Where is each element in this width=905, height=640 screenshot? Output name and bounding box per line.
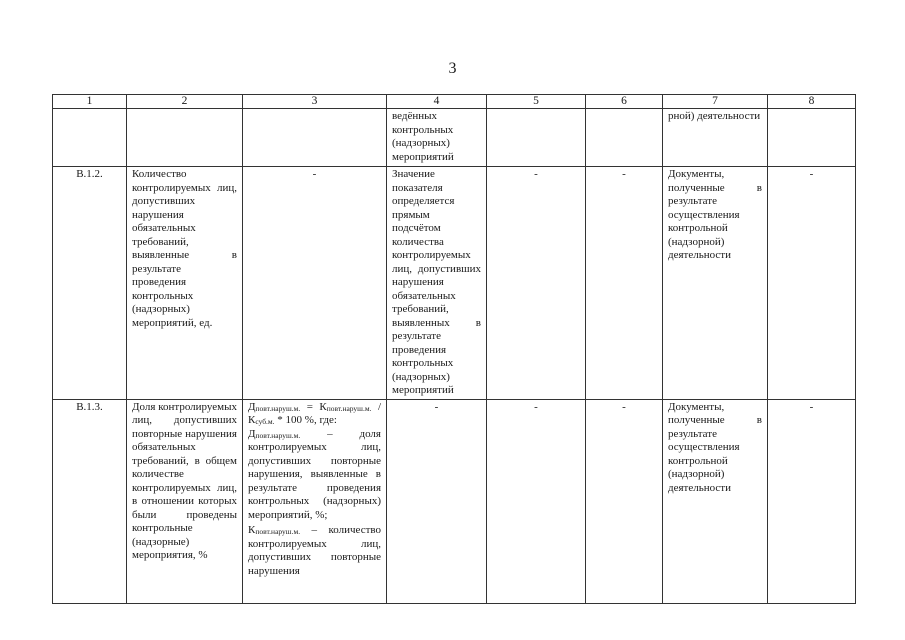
cell-number: В.1.3. <box>53 399 127 603</box>
cell-c6 <box>586 109 663 167</box>
cell-c6: - <box>586 167 663 400</box>
page-number: 3 <box>448 60 457 77</box>
cell-formula: - <box>243 167 387 400</box>
col-header-8: 8 <box>768 95 856 109</box>
cell-method: Значение показателя определяется прямым подсчётом количества контролируемых лиц, допустивших нарушения обязательных требований, выявленных в результате проведения контрольных (надзорных) мероприятий <box>387 167 487 400</box>
cell-c5: - <box>487 167 586 400</box>
cell-source: рной) деятельности <box>663 109 768 167</box>
col-header-2: 2 <box>127 95 243 109</box>
col-header-1: 1 <box>53 95 127 109</box>
cell-c5 <box>487 109 586 167</box>
cell-indicator: Доля контролируемых лиц, допустивших повторные нарушения обязательных требований, в общем количестве контролируемых лиц, в отношении которых были проведены контрольные (надзорные) мероприятия, % <box>127 399 243 603</box>
cell-number: В.1.2. <box>53 167 127 400</box>
indicators-table <box>52 94 856 604</box>
cell-formula <box>243 399 387 603</box>
cell-method: - <box>387 399 487 603</box>
cell-c8: - <box>768 399 856 603</box>
cell-number <box>53 109 127 167</box>
cell-source: Документы, полученные в результате осуществления контрольной (надзорной) деятельности <box>663 167 768 400</box>
cell-formula <box>243 109 387 167</box>
cell-indicator: Количество контролируемых лиц, допустивших нарушения обязательных требований, выявленные в результате проведения контрольных (надзорных) мероприятий, ед. <box>127 167 243 400</box>
table-row <box>53 167 856 400</box>
col-header-5: 5 <box>487 95 586 109</box>
col-header-6: 6 <box>586 95 663 109</box>
formula-definition: Кповт.наруш.м. – количество контролируемых лиц, допустивших повторные нарушения <box>248 524 381 577</box>
col-header-3: 3 <box>243 95 387 109</box>
table-row <box>53 109 856 167</box>
header-row <box>53 95 856 109</box>
cell-method: ведённых контрольных (надзорных) мероприятий <box>387 109 487 167</box>
col-header-7: 7 <box>663 95 768 109</box>
formula-definition: Дповт.наруш.м. – доля контролируемых лиц, допустивших повторные нарушения, выявленные в результате проведения контрольных (надзорных) мероприятий, %; <box>248 427 381 521</box>
formula: Дповт.наруш.м. = Кповт.наруш.м. / Ксуб.м. * 100 %, где: <box>248 400 381 426</box>
cell-c5: - <box>487 399 586 603</box>
col-header-4: 4 <box>387 95 487 109</box>
cell-c8: - <box>768 167 856 400</box>
cell-c8 <box>768 109 856 167</box>
cell-c6: - <box>586 399 663 603</box>
cell-indicator <box>127 109 243 167</box>
cell-source: Документы, полученные в результате осуществления контрольной (надзорной) деятельности <box>663 399 768 603</box>
table-row <box>53 399 856 603</box>
